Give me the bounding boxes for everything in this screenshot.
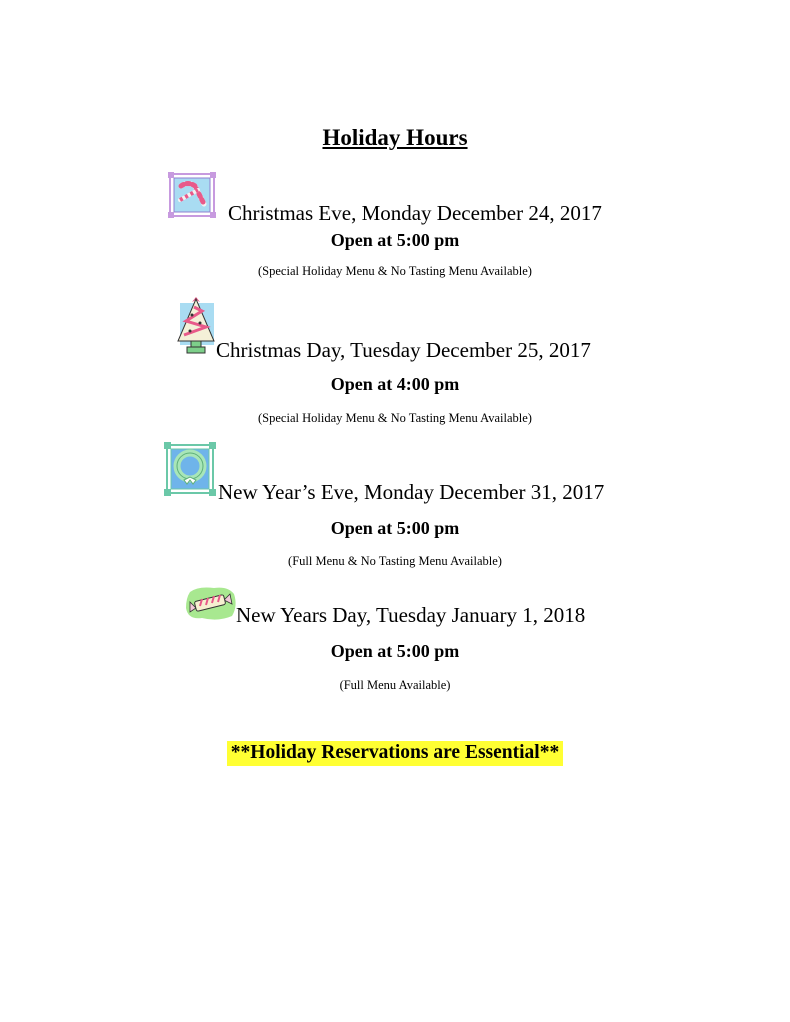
page-title: Holiday Hours (322, 125, 468, 150)
candy-cane-icon (168, 172, 216, 218)
party-popper-icon (184, 584, 238, 624)
wreath-icon (164, 442, 216, 496)
christmas-eve-date: Christmas Eve, Monday December 24, 2017 (228, 201, 602, 225)
new-years-eve-open-time: Open at 5:00 pm (330, 518, 460, 538)
reservation-notice: **Holiday Reservations are Essential** (227, 741, 563, 766)
christmas-tree-icon (174, 293, 218, 357)
christmas-day-open-time: Open at 4:00 pm (330, 374, 460, 394)
new-years-eve-date: New Year’s Eve, Monday December 31, 2017 (218, 480, 605, 504)
christmas-eve-open-time: Open at 5:00 pm (330, 230, 460, 250)
christmas-day-date: Christmas Day, Tuesday December 25, 2017 (216, 338, 591, 362)
new-years-eve-menu-note: (Full Menu & No Tasting Menu Available) (288, 554, 502, 568)
reservation-notice-container (0, 741, 790, 766)
new-years-day-open-time: Open at 5:00 pm (330, 641, 460, 661)
christmas-day-menu-note: (Special Holiday Menu & No Tasting Menu Available) (258, 411, 532, 425)
new-years-day-date: New Years Day, Tuesday January 1, 2018 (236, 603, 586, 627)
christmas-eve-menu-note: (Special Holiday Menu & No Tasting Menu Available) (258, 264, 532, 278)
new-years-day-menu-note: (Full Menu Available) (339, 678, 451, 692)
